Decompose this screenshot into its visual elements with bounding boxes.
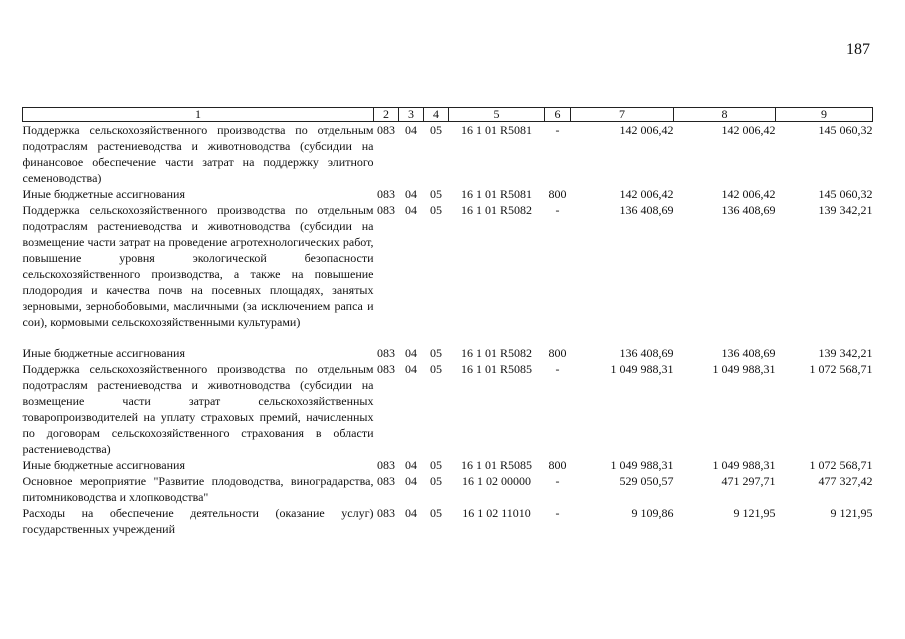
- section-code: 04: [405, 346, 417, 360]
- row-description: Поддержка сельскохозяйственного производства по отдельным подотраслям растениеводства и животноводства (субсидии на возмещение части затрат на проведение агротехнологических работ, повышение уровня экологической безопасности сельскохозяйственного производства, а также на повышение плодородия и качества почв на посевных площадях, занятых зерновыми, зернобобовыми, масличными (за исключением рапса и сои), кормовыми сельскохозяйственными культурами): [22, 203, 374, 329]
- row-spacer-cell: [23, 330, 873, 345]
- row-description: Основное мероприятие "Развитие плодоводства, виноградарства, питомниководства и хлопководства": [22, 474, 374, 504]
- ministry-code: 083: [377, 123, 395, 137]
- section-code: 04: [405, 187, 417, 201]
- amount-year-2: 471 297,71: [721, 474, 776, 488]
- row-description: Расходы на обеспечение деятельности (оказание услуг) государственных учреждений: [22, 506, 374, 536]
- budget-table: [22, 107, 873, 537]
- section-code: 04: [405, 203, 417, 217]
- amount-year-3: 145 060,32: [818, 187, 873, 201]
- subsection-code: 05: [430, 123, 442, 137]
- expense-type-code: 800: [548, 458, 567, 472]
- amount-year-2: 136 408,69: [721, 203, 776, 217]
- table-row: [23, 345, 873, 361]
- table-row: [23, 186, 873, 202]
- table-row: [23, 505, 873, 537]
- row-description: Иные бюджетные ассигнования: [22, 458, 185, 472]
- column-header: 4: [424, 108, 449, 122]
- target-article-code: 16 1 01 R5085: [460, 362, 532, 376]
- target-article-code: 16 1 01 R5081: [460, 187, 532, 201]
- section-code: 04: [405, 474, 417, 488]
- amount-year-2: 1 049 988,31: [712, 458, 776, 472]
- expense-type-code: -: [555, 506, 560, 520]
- amount-year-1: 136 408,69: [619, 203, 674, 217]
- target-article-code: 16 1 01 R5081: [460, 123, 532, 137]
- amount-year-1: 9 109,86: [631, 506, 674, 520]
- table-row: [23, 361, 873, 457]
- amount-year-1: 1 049 988,31: [610, 362, 674, 376]
- target-article-code: 16 1 01 R5082: [460, 346, 532, 360]
- ministry-code: 083: [377, 187, 395, 201]
- section-code: 04: [405, 123, 417, 137]
- amount-year-1: 1 049 988,31: [610, 458, 674, 472]
- column-header: 7: [571, 108, 674, 122]
- ministry-code: 083: [377, 474, 395, 488]
- amount-year-3: 139 342,21: [818, 346, 873, 360]
- target-article-code: 16 1 01 R5085: [460, 458, 532, 472]
- amount-year-2: 142 006,42: [721, 187, 776, 201]
- column-header: 9: [776, 108, 873, 122]
- row-spacer: [23, 330, 873, 345]
- ministry-code: 083: [377, 362, 395, 376]
- section-code: 04: [405, 362, 417, 376]
- amount-year-3: 9 121,95: [830, 506, 873, 520]
- target-article-code: 16 1 02 11010: [462, 506, 531, 520]
- subsection-code: 05: [430, 474, 442, 488]
- table-row: [23, 457, 873, 473]
- column-header: 6: [545, 108, 571, 122]
- amount-year-1: 136 408,69: [619, 346, 674, 360]
- amount-year-3: 139 342,21: [818, 203, 873, 217]
- table-row: [23, 122, 873, 187]
- page-number: 187: [846, 41, 870, 58]
- amount-year-3: 1 072 568,71: [809, 362, 873, 376]
- ministry-code: 083: [377, 458, 395, 472]
- subsection-code: 05: [430, 346, 442, 360]
- expense-type-code: -: [555, 123, 560, 137]
- ministry-code: 083: [377, 203, 395, 217]
- section-code: 04: [405, 458, 417, 472]
- target-article-code: 16 1 01 R5082: [460, 203, 532, 217]
- expense-type-code: -: [555, 203, 560, 217]
- ministry-code: 083: [377, 346, 395, 360]
- expense-type-code: 800: [548, 346, 567, 360]
- subsection-code: 05: [430, 187, 442, 201]
- amount-year-3: 477 327,42: [818, 474, 873, 488]
- column-header: 2: [374, 108, 399, 122]
- amount-year-1: 142 006,42: [619, 187, 674, 201]
- section-code: 04: [405, 506, 417, 520]
- amount-year-1: 529 050,57: [619, 474, 674, 488]
- expense-type-code: 800: [548, 187, 567, 201]
- subsection-code: 05: [430, 506, 442, 520]
- column-header: 8: [674, 108, 776, 122]
- table-row: [23, 473, 873, 505]
- amount-year-2: 9 121,95: [733, 506, 776, 520]
- subsection-code: 05: [430, 203, 442, 217]
- header-row: [23, 108, 873, 122]
- amount-year-2: 142 006,42: [721, 123, 776, 137]
- expense-type-code: -: [555, 362, 560, 376]
- column-header: 5: [449, 108, 545, 122]
- ministry-code: 083: [377, 506, 395, 520]
- row-description: Иные бюджетные ассигнования: [22, 346, 185, 360]
- amount-year-3: 1 072 568,71: [809, 458, 873, 472]
- amount-year-3: 145 060,32: [818, 123, 873, 137]
- amount-year-1: 142 006,42: [619, 123, 674, 137]
- column-header: 3: [399, 108, 424, 122]
- amount-year-2: 1 049 988,31: [712, 362, 776, 376]
- column-header: 1: [23, 108, 374, 122]
- table-row: [23, 202, 873, 330]
- expense-type-code: -: [555, 474, 560, 488]
- row-description: Поддержка сельскохозяйственного производства по отдельным подотраслям растениеводства и животноводства (субсидии на финансовое обеспечение части затрат на поддержку элитного семеноводства): [22, 123, 374, 185]
- target-article-code: 16 1 02 00000: [462, 474, 531, 488]
- amount-year-2: 136 408,69: [721, 346, 776, 360]
- row-description: Иные бюджетные ассигнования: [22, 187, 185, 201]
- subsection-code: 05: [430, 362, 442, 376]
- subsection-code: 05: [430, 458, 442, 472]
- row-description: Поддержка сельскохозяйственного производства по отдельным подотраслям растениеводства и животноводства (субсидии на возмещение части затрат сельскохозяйственных товаропроизводителей на уплату страховых премий, начисленных по договорам сельскохозяйственного страхования в области растениеводства): [22, 362, 374, 456]
